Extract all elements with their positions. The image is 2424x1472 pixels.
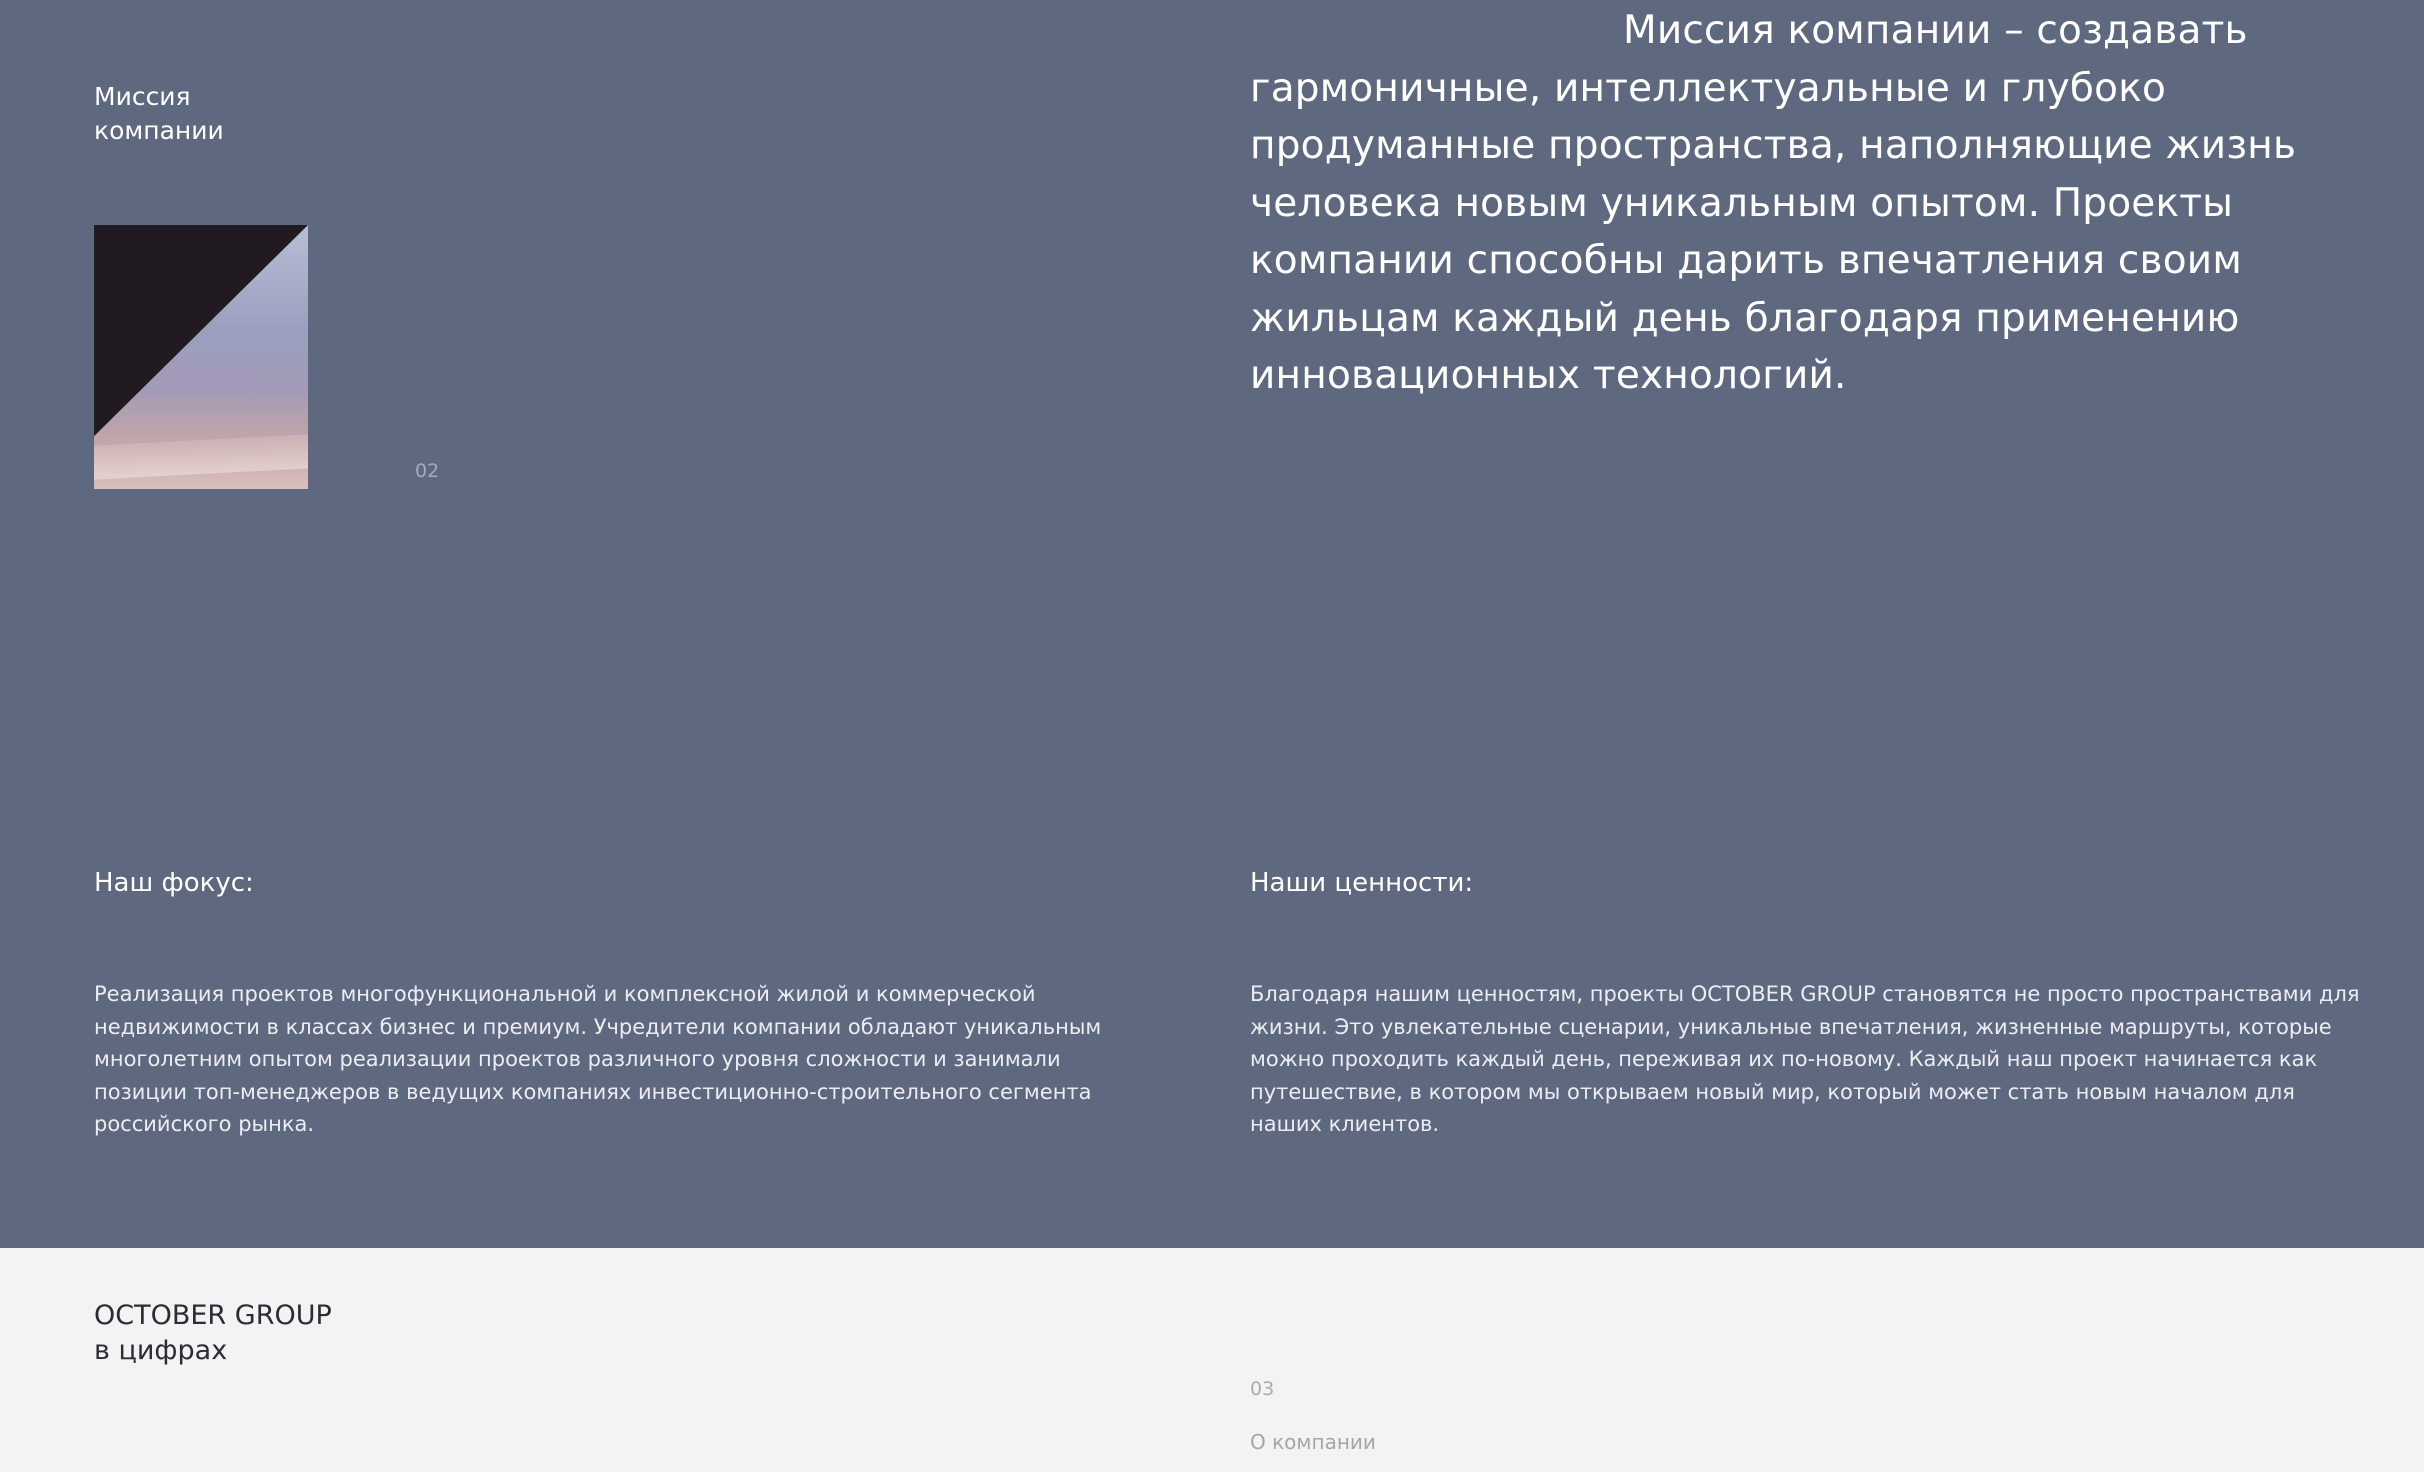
mission-section-label: [94, 80, 394, 148]
mission-label-line1: Миссия: [94, 82, 191, 111]
values-text: Благодаря нашим ценностям, проекты OCTOBER GROUP становятся не просто пространствами для жизни. Это увлекательные сценарии, уникальные впечатления, жизненные маршруты, которые можно проходить каждый день, переживая их по-новому. Каждый наш проект начинается как путешествие, в котором мы открываем новый мир, который может стать новым началом для наших клиентов.: [1250, 982, 2360, 1136]
focus-heading: Наш фокус:: [94, 868, 254, 898]
thumbnail-light-band: [94, 434, 308, 479]
mission-thumbnail-image: [94, 225, 308, 489]
mission-statement: Миссия компании – создавать гармоничные, интеллектуальные и глубоко продуманные пространства, наполняющие жизнь человека новым уникальным опытом. Проекты компании способны дарить впечатления своим жильцам каждый день благодаря применению инновационных технологий.: [1250, 8, 2297, 398]
values-heading: Наши ценности:: [1250, 868, 1474, 898]
numbers-slide-number: 03: [1250, 1378, 1275, 1400]
numbers-title-line1: OCTOBER GROUP: [94, 1300, 332, 1331]
focus-text: Реализация проектов многофункциональной и комплексной жилой и коммерческой недвижимости в классах бизнес и премиум. Учредители компании обладают уникальным многолетним опытом реализации проектов различного уровня сложности и занимали позиции топ-менеджеров в ведущих компаниях инвестиционно-строительного сегмента российского рынка.: [94, 982, 1102, 1136]
mission-label-line2: компании: [94, 116, 224, 145]
numbers-section-title: [94, 1298, 594, 1368]
numbers-title-line2: в цифрах: [94, 1335, 228, 1366]
about-company-link[interactable]: О компании: [1250, 1430, 1376, 1454]
company-numbers-section: [0, 1248, 2424, 1472]
mission-slide-number: 02: [415, 460, 440, 482]
